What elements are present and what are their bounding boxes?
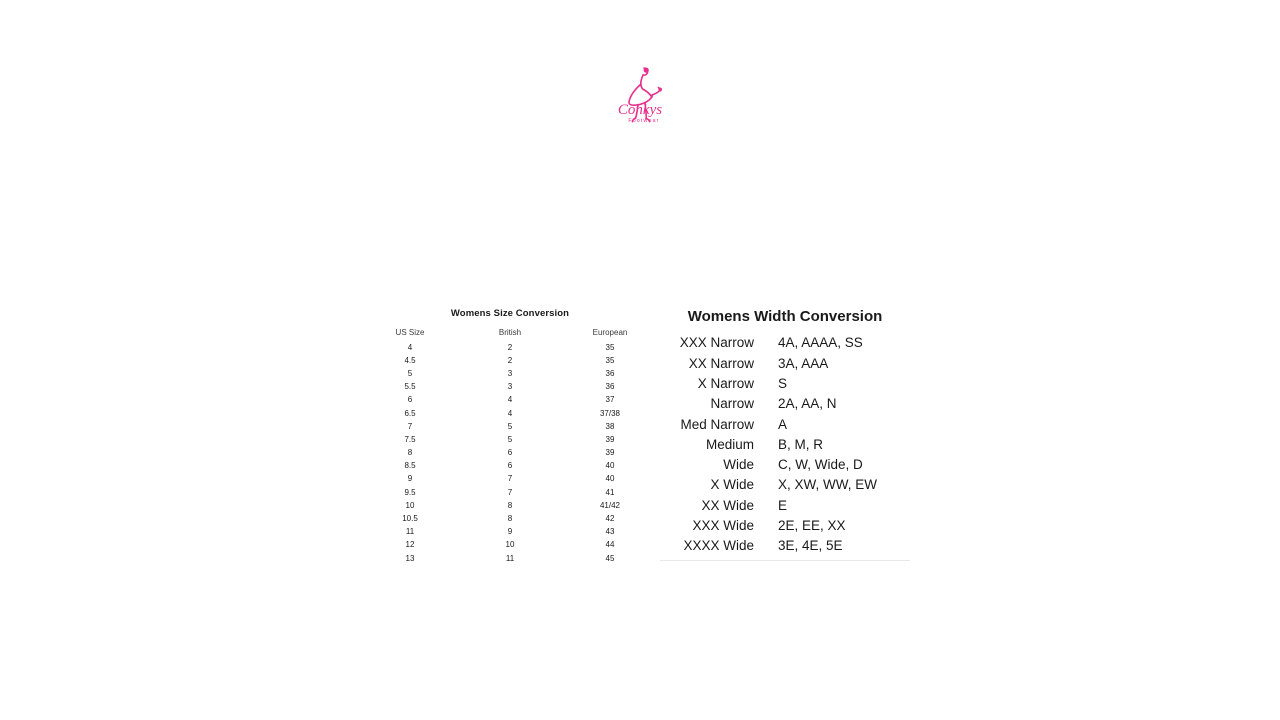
table-row bbox=[360, 526, 660, 539]
table-row bbox=[360, 420, 660, 433]
table-row bbox=[360, 460, 660, 473]
us-size-cell: 9.5 bbox=[404, 487, 416, 497]
size-table-header-row bbox=[360, 327, 660, 341]
table-row bbox=[660, 536, 910, 556]
british-size-cell: 8 bbox=[507, 514, 513, 524]
us-size-cell: 5.5 bbox=[404, 382, 416, 392]
womens-size-conversion-table bbox=[360, 308, 660, 565]
british-size-cell: 8 bbox=[507, 500, 513, 510]
width-conversion-grid bbox=[660, 333, 910, 556]
width-value-cell: 3A, AAA bbox=[778, 355, 829, 371]
size-table-title: Womens Size Conversion bbox=[450, 308, 570, 319]
width-table-divider bbox=[660, 560, 910, 561]
european-size-cell: 36 bbox=[605, 368, 615, 378]
table-row bbox=[360, 552, 660, 565]
us-size-cell: 4 bbox=[407, 342, 413, 352]
us-size-cell: 7 bbox=[407, 421, 413, 431]
width-label-cell: Wide bbox=[723, 457, 754, 473]
european-size-cell: 41 bbox=[605, 487, 615, 497]
width-value-cell: S bbox=[778, 375, 788, 391]
table-row bbox=[360, 407, 660, 420]
width-value-cell: X, XW, WW, EW bbox=[778, 477, 877, 493]
brand-logo[interactable] bbox=[0, 62, 1280, 132]
table-row bbox=[660, 353, 910, 373]
width-label-cell: X Wide bbox=[710, 477, 754, 493]
us-size-cell: 9 bbox=[407, 474, 413, 484]
european-size-cell: 35 bbox=[605, 342, 615, 352]
european-size-cell: 36 bbox=[605, 382, 615, 392]
european-size-cell: 41/42 bbox=[599, 500, 621, 510]
british-size-cell: 2 bbox=[507, 355, 513, 365]
table-row bbox=[360, 473, 660, 486]
british-size-cell: 5 bbox=[507, 434, 513, 444]
width-label-cell: Medium bbox=[705, 436, 754, 452]
table-row bbox=[360, 447, 660, 460]
european-size-cell: 39 bbox=[605, 448, 615, 458]
width-value-cell: 2A, AA, N bbox=[778, 396, 837, 412]
british-size-cell: 4 bbox=[507, 395, 513, 405]
width-value-cell: C, W, Wide, D bbox=[778, 457, 863, 473]
british-size-cell: 6 bbox=[507, 448, 513, 458]
table-row bbox=[660, 333, 910, 353]
svg-text:Footwear: Footwear bbox=[628, 118, 660, 124]
size-column-header-european: European bbox=[592, 328, 628, 337]
width-table-title: Womens Width Conversion bbox=[687, 308, 883, 325]
european-size-cell: 40 bbox=[605, 461, 615, 471]
table-row bbox=[660, 374, 910, 394]
european-size-cell: 39 bbox=[605, 434, 615, 444]
width-label-cell: XX Narrow bbox=[688, 355, 754, 371]
conkys-logo-mark bbox=[600, 62, 680, 132]
table-row bbox=[360, 394, 660, 407]
us-size-cell: 6 bbox=[407, 395, 413, 405]
us-size-cell: 13 bbox=[405, 553, 415, 563]
british-size-cell: 5 bbox=[507, 421, 513, 431]
table-row bbox=[360, 354, 660, 367]
british-size-cell: 10 bbox=[505, 540, 515, 550]
size-conversion-grid bbox=[360, 327, 660, 565]
width-label-cell: Med Narrow bbox=[680, 416, 754, 432]
table-row bbox=[360, 512, 660, 525]
table-row bbox=[360, 341, 660, 354]
width-label-cell: X Narrow bbox=[697, 375, 754, 391]
european-size-cell: 35 bbox=[605, 355, 615, 365]
european-size-cell: 37 bbox=[605, 395, 615, 405]
british-size-cell: 9 bbox=[507, 527, 513, 537]
table-row bbox=[660, 455, 910, 475]
table-row bbox=[360, 486, 660, 499]
european-size-cell: 45 bbox=[605, 553, 615, 563]
european-size-cell: 38 bbox=[605, 421, 615, 431]
british-size-cell: 7 bbox=[507, 474, 513, 484]
width-value-cell: E bbox=[778, 497, 788, 513]
table-row bbox=[660, 516, 910, 536]
width-value-cell: 2E, EE, XX bbox=[778, 518, 846, 534]
european-size-cell: 40 bbox=[605, 474, 615, 484]
table-row bbox=[360, 381, 660, 394]
us-size-cell: 7.5 bbox=[404, 434, 416, 444]
us-size-cell: 8.5 bbox=[404, 461, 416, 471]
svg-text:Conkys: Conkys bbox=[617, 102, 663, 118]
womens-width-conversion-table bbox=[660, 308, 910, 556]
width-label-cell: XXX Narrow bbox=[679, 335, 754, 351]
us-size-cell: 12 bbox=[405, 540, 415, 550]
british-size-cell: 4 bbox=[507, 408, 513, 418]
width-value-cell: 4A, AAAA, SS bbox=[778, 335, 863, 351]
width-label-cell: Narrow bbox=[710, 396, 754, 412]
us-size-cell: 10 bbox=[405, 500, 415, 510]
table-row bbox=[660, 414, 910, 434]
british-size-cell: 7 bbox=[507, 487, 513, 497]
table-row bbox=[660, 495, 910, 515]
table-row bbox=[360, 367, 660, 380]
table-row bbox=[360, 433, 660, 446]
width-label-cell: XXX Wide bbox=[692, 518, 754, 534]
european-size-cell: 44 bbox=[605, 540, 615, 550]
width-value-cell: 3E, 4E, 5E bbox=[778, 538, 843, 554]
british-size-cell: 11 bbox=[505, 553, 515, 563]
size-column-header-british: British bbox=[498, 328, 522, 337]
british-size-cell: 3 bbox=[507, 368, 513, 378]
us-size-cell: 10.5 bbox=[402, 514, 418, 524]
size-column-header-us: US Size bbox=[395, 328, 425, 337]
table-row bbox=[360, 539, 660, 552]
width-value-cell: B, M, R bbox=[778, 436, 824, 452]
us-size-cell: 5 bbox=[407, 368, 413, 378]
european-size-cell: 43 bbox=[605, 527, 615, 537]
us-size-cell: 4.5 bbox=[404, 355, 416, 365]
british-size-cell: 3 bbox=[507, 382, 513, 392]
british-size-cell: 6 bbox=[507, 461, 513, 471]
us-size-cell: 11 bbox=[405, 527, 415, 537]
european-size-cell: 42 bbox=[605, 514, 615, 524]
width-label-cell: XX Wide bbox=[701, 497, 754, 513]
width-label-cell: XXXX Wide bbox=[683, 538, 754, 554]
british-size-cell: 2 bbox=[507, 342, 513, 352]
european-size-cell: 37/38 bbox=[599, 408, 621, 418]
table-row bbox=[660, 434, 910, 454]
table-row bbox=[360, 499, 660, 512]
width-value-cell: A bbox=[778, 416, 788, 432]
table-row bbox=[660, 475, 910, 495]
us-size-cell: 6.5 bbox=[404, 408, 416, 418]
table-row bbox=[660, 394, 910, 414]
us-size-cell: 8 bbox=[407, 448, 413, 458]
